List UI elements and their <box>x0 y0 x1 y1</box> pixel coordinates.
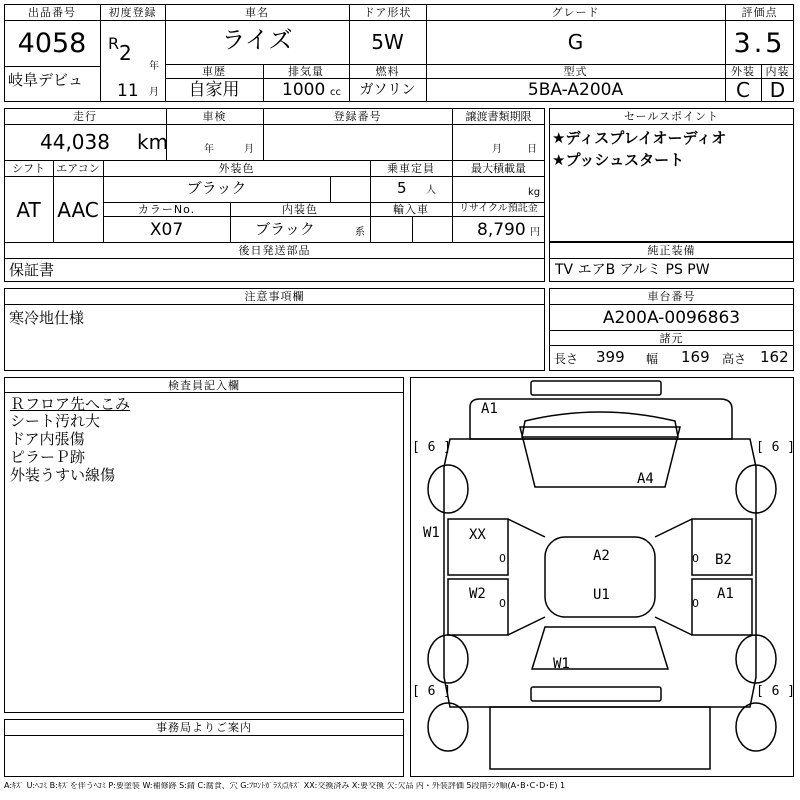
ac-label: エアコン <box>56 162 100 175</box>
zero-mark: 0 <box>692 552 699 565</box>
damage-mark: A1 <box>717 586 734 602</box>
model-label: 型式 <box>563 65 588 78</box>
divider <box>4 258 545 259</box>
capacity-label: 乗車定員 <box>387 162 435 175</box>
divider <box>549 330 794 331</box>
divider <box>549 345 794 346</box>
divider <box>4 392 404 393</box>
insp-year-unit: 年 <box>204 144 214 155</box>
inspector-comment: シート汚れ大 <box>10 412 101 430</box>
sales-label: セールスポイント <box>623 110 719 123</box>
venue: 岐阜デビュ <box>8 71 84 89</box>
interior-color-label: 内装色 <box>282 203 318 216</box>
mileage: 44,038 <box>40 130 110 154</box>
damage-mark: A2 <box>593 548 610 564</box>
year-unit: 年 <box>149 61 159 72</box>
zero-mark: 0 <box>499 552 506 565</box>
legend: A:ｷｽﾞ U:ﾍｺﾐ B:ｷｽﾞを伴うﾍｺﾐ P:要塗装 W:補修跡 S:錆 C:腐食、穴 G:ﾌﾛﾝﾄｶﾞﾗｽ点ｷｽﾞ XX:交換済み X:要交換 欠:欠品 内・外装評価 5段階ﾗﾝｸ順(A･B･C･D･E) 1 <box>4 782 566 790</box>
windshield <box>520 427 680 487</box>
tire-depth: [ 6 ] <box>412 684 452 699</box>
color-no: X07 <box>149 220 184 240</box>
length: 399 <box>596 348 625 366</box>
inspector-comment: 外装うすい線傷 <box>10 466 116 484</box>
grade-label: グレード <box>551 6 600 19</box>
spare-wheel <box>428 703 468 751</box>
load-label: 最大積載量 <box>471 162 526 175</box>
car-name: ライズ <box>221 26 293 54</box>
tire-depth: [ 6 ] <box>412 440 452 455</box>
recycle-unit: 円 <box>530 227 540 238</box>
divider <box>4 160 545 161</box>
divider <box>330 176 331 202</box>
year-num: 2 <box>119 41 132 65</box>
front-bumper <box>531 381 661 395</box>
tire-depth: [ 6 ] <box>756 440 796 455</box>
width: 169 <box>681 348 710 366</box>
pillar-line <box>508 519 545 537</box>
damage-mark: W1 <box>423 525 440 541</box>
inspector-comment: ピラーＰ跡 <box>10 448 86 466</box>
divider <box>4 176 545 177</box>
height: 162 <box>760 348 789 366</box>
wheel-rear-left <box>428 635 468 683</box>
transfer-month-unit: 月 <box>492 144 502 155</box>
caution-label: 注意事項欄 <box>244 290 305 303</box>
sales-point: ★ディスプレイオーディオ <box>552 129 727 147</box>
pillar-line <box>655 617 692 635</box>
history: 自家用 <box>188 80 240 100</box>
door-label: ドア形状 <box>363 6 412 19</box>
ac: AAC <box>57 198 99 222</box>
lot-no-label: 出品番号 <box>28 6 76 19</box>
reg-no-label: 登録番号 <box>333 110 382 123</box>
capacity: 5 <box>397 179 407 197</box>
floor-outline <box>490 707 710 769</box>
divider <box>725 20 794 21</box>
inspector-label: 検査員記入欄 <box>168 379 240 392</box>
history-label: 車歴 <box>202 65 226 78</box>
car-name-label: 車名 <box>245 6 269 19</box>
era: R <box>108 34 120 53</box>
color: ブラック <box>186 179 247 197</box>
displacement-label: 排気量 <box>288 65 324 78</box>
interior-color-suffix: 系 <box>355 227 365 238</box>
damage-mark: A4 <box>637 471 654 487</box>
damage-mark: XX <box>469 527 486 543</box>
later-parts: 保証書 <box>9 261 55 279</box>
color-no-label: カラーNo. <box>137 203 196 216</box>
inspector-comment: ドア内張傷 <box>10 430 85 448</box>
zero-mark: 0 <box>499 597 506 610</box>
capacity-unit: 人 <box>426 185 436 196</box>
month-unit: 月 <box>149 87 159 98</box>
rear-bumper <box>531 687 661 701</box>
load-unit: kg <box>528 187 541 198</box>
transfer-label: 譲渡書類期限 <box>465 110 532 123</box>
office-label: 事務局よりご案内 <box>156 721 252 734</box>
interior-color: ブラック <box>255 220 315 238</box>
recycle: 8,790 <box>477 220 526 240</box>
recycle-label: リサイクル預託金 <box>459 203 538 214</box>
inspector-comment: Ｒフロア先へこみ <box>10 395 131 413</box>
equip-label: 純正装備 <box>647 244 696 257</box>
divider <box>165 78 725 79</box>
interior-label: 内装 <box>765 65 790 78</box>
divider <box>4 66 100 67</box>
divider <box>165 64 794 65</box>
divider <box>4 242 545 243</box>
grade: G <box>567 30 584 54</box>
caution: 寒冷地仕様 <box>9 309 85 327</box>
tire-depth: [ 6 ] <box>756 684 796 699</box>
damage-mark: W1 <box>553 656 570 672</box>
divider <box>549 124 794 125</box>
lot-no: 4058 <box>17 28 87 59</box>
fuel: ガソリン <box>359 82 416 98</box>
later-parts-label: 後日発送部品 <box>238 244 311 257</box>
interior: D <box>769 78 786 102</box>
fuel-label: 燃料 <box>375 65 400 78</box>
damage-mark: U1 <box>593 587 610 603</box>
wheel-front-left <box>428 465 468 513</box>
exterior: C <box>736 78 750 102</box>
insp-month-unit: 月 <box>244 144 254 155</box>
displacement-unit: cc <box>330 87 341 98</box>
zero-mark: 0 <box>692 597 699 610</box>
height-label: 高さ <box>722 352 747 366</box>
divider <box>549 304 794 305</box>
divider <box>4 735 404 736</box>
pillar-line <box>508 617 545 635</box>
divider <box>100 20 725 21</box>
specs-label: 諸元 <box>659 332 684 345</box>
divider <box>100 4 101 102</box>
displacement: 1000 <box>282 80 326 100</box>
damage-mark: A1 <box>481 401 498 417</box>
transfer-day-unit: 日 <box>527 144 537 155</box>
chassis-label: 車台番号 <box>647 290 696 303</box>
damage-mark: B2 <box>715 552 732 568</box>
body-outline <box>444 439 756 707</box>
shift-label: シフト <box>12 162 45 175</box>
import-label: 輸入車 <box>393 203 429 216</box>
color-label: 外装色 <box>218 162 255 175</box>
windshield-inner <box>522 412 678 437</box>
mileage-unit: km <box>137 130 169 154</box>
divider <box>412 216 413 242</box>
door: 5W <box>371 30 404 54</box>
chassis: A200A-0096863 <box>602 308 741 328</box>
equipment: TV エアB アルミ PS PW <box>555 262 710 278</box>
divider <box>549 258 794 259</box>
hood-outline <box>470 399 732 439</box>
mileage-label: 走行 <box>73 110 97 123</box>
shift: AT <box>16 198 41 222</box>
damage-mark: W2 <box>469 586 486 602</box>
divider <box>4 304 545 305</box>
score-label: 評価点 <box>741 6 778 19</box>
spare-wheel <box>736 703 776 751</box>
sales-point: ★プッシュスタート <box>552 151 685 169</box>
car-diagram <box>410 377 794 777</box>
divider <box>4 124 545 125</box>
first-reg-label: 初度登録 <box>108 6 157 19</box>
exterior-label: 外装 <box>731 65 755 78</box>
length-label: 長さ <box>554 352 579 366</box>
width-label: 幅 <box>646 352 659 366</box>
pillar-line <box>655 519 692 537</box>
score: 3.5 <box>733 28 786 59</box>
divider <box>4 20 100 21</box>
month-num: 11 <box>117 81 139 101</box>
inspection-label: 車検 <box>202 110 227 123</box>
model: 5BA-A200A <box>527 80 624 100</box>
divider <box>103 216 545 217</box>
